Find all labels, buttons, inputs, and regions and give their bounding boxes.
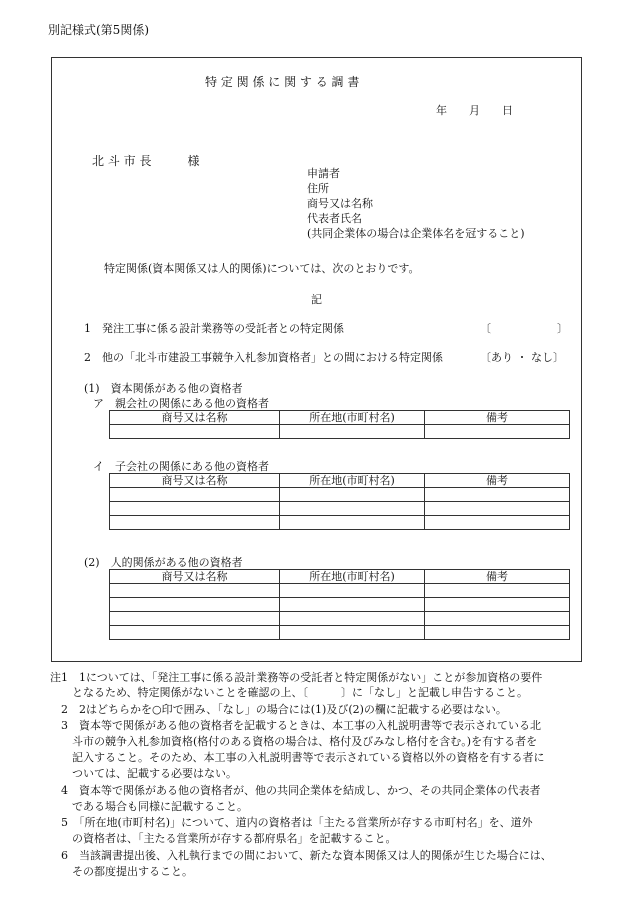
remarks-cell[interactable] <box>425 598 570 612</box>
note-line: 3 資本等で関係がある他の資格者を記載するときは、本工事の入札説明書等で表示されている北 <box>50 719 541 732</box>
company-name-cell[interactable] <box>110 425 280 439</box>
remarks-cell[interactable] <box>425 516 570 530</box>
table-row[interactable] <box>110 598 570 612</box>
remarks-cell[interactable] <box>425 612 570 626</box>
location-cell[interactable] <box>280 612 425 626</box>
table-row[interactable] <box>110 584 570 598</box>
note-line: ついては、記載する必要はない。 <box>50 767 237 780</box>
table-header-row <box>110 411 570 425</box>
col-company-name: 商号又は名称 <box>110 474 280 488</box>
remarks-cell[interactable] <box>425 488 570 502</box>
company-name-cell[interactable] <box>110 502 280 516</box>
remarks-cell[interactable] <box>425 626 570 640</box>
intro-text: 特定関係(資本関係又は人的関係)については、次のとおりです。 <box>104 262 420 275</box>
item2-text: 2 他の「北斗市建設工事競争入札参加資格者」との間における特定関係 <box>84 351 443 364</box>
applicant-block <box>307 166 525 241</box>
col-location: 所在地(市町村名) <box>280 570 425 584</box>
section2-heading: (2) 人的関係がある他の資格者 <box>84 556 243 569</box>
location-cell[interactable] <box>280 598 425 612</box>
company-name-cell[interactable] <box>110 626 280 640</box>
note-line: である場合も同様に記載すること。 <box>50 800 248 813</box>
table-row[interactable] <box>110 612 570 626</box>
company-name-cell[interactable] <box>110 612 280 626</box>
note-line: 6 当該調書提出後、入札執行までの間において、新たな資本関係又は人的関係が生じた場合には、 <box>50 849 552 862</box>
date-line: 年 月 日 <box>436 104 513 117</box>
address-label: 住所 <box>307 182 329 195</box>
remarks-cell[interactable] <box>425 584 570 598</box>
col-remarks: 備考 <box>425 411 570 425</box>
table-header-row <box>110 474 570 488</box>
note-line: その都度提出すること。 <box>50 865 193 878</box>
note-line: 記入すること。そのため、本工事の入札説明書等で表示されている資格以外の資格を有する者に <box>50 751 545 764</box>
location-cell[interactable] <box>280 584 425 598</box>
table-header-row <box>110 570 570 584</box>
location-cell[interactable] <box>280 488 425 502</box>
table-row[interactable] <box>110 488 570 502</box>
col-location: 所在地(市町村名) <box>280 474 425 488</box>
company-name-cell[interactable] <box>110 516 280 530</box>
table-row[interactable] <box>110 626 570 640</box>
col-company-name: 商号又は名称 <box>110 411 280 425</box>
company-name-cell[interactable] <box>110 598 280 612</box>
table-row[interactable] <box>110 425 570 439</box>
remarks-cell[interactable] <box>425 425 570 439</box>
form-title: 特 定 関 係 に 関 す る 調 書 <box>205 75 360 89</box>
table-row[interactable] <box>110 502 570 516</box>
location-cell[interactable] <box>280 516 425 530</box>
ki-heading: 記 <box>311 293 322 306</box>
company-name-cell[interactable] <box>110 488 280 502</box>
location-cell[interactable] <box>280 626 425 640</box>
note-line: となるため、特定関係がないことを確認の上、〔 〕に「なし」と記載し申告すること。 <box>50 686 529 699</box>
table-row[interactable] <box>110 516 570 530</box>
form-reference: 別記様式(第5関係) <box>48 23 149 37</box>
item1-text: 1 発注工事に係る設計業務等の受託者との特定関係 <box>84 322 344 335</box>
subsidiary-heading: イ 子会社の関係にある他の資格者 <box>93 460 269 473</box>
note-line: 斗市の競争入札参加資格(格付のある資格の場合は、格付及びみなし格付を含む。)を有する者を <box>50 735 538 748</box>
item2-bracket[interactable]: 〔あり ・ なし〕 <box>480 351 564 364</box>
col-remarks: 備考 <box>425 474 570 488</box>
company-name-cell[interactable] <box>110 584 280 598</box>
col-company-name: 商号又は名称 <box>110 570 280 584</box>
note-line: 2 2はどちらかを○印で囲み、「なし」の場合には(1)及び(2)の欄に記載する必要はない。 <box>50 703 507 716</box>
remarks-cell[interactable] <box>425 502 570 516</box>
personal-relation-table <box>109 569 570 640</box>
section1-heading: (1) 資本関係がある他の資格者 <box>84 382 243 395</box>
parent-company-table <box>109 410 570 439</box>
location-cell[interactable] <box>280 502 425 516</box>
note-line: の資格者は、「主たる営業所が存する都府県名」を記載すること。 <box>50 832 397 845</box>
note-line: 注1 1については、「発注工事に係る設計業務等の受託者と特定関係がない」ことが参加資格の要件 <box>50 671 543 684</box>
jv-note: (共同企業体の場合は企業体名を冠すること) <box>307 227 525 240</box>
note-line: 5 「所在地(市町村名)」について、道内の資格者は「主たる営業所が存する市町村名」を、道外 <box>50 816 533 829</box>
location-cell[interactable] <box>280 425 425 439</box>
col-remarks: 備考 <box>425 570 570 584</box>
note-line: 4 資本等で関係がある他の資格者が、他の共同企業体を結成し、かつ、その共同企業体の代表者 <box>50 784 541 797</box>
parent-company-heading: ア 親会社の関係にある他の資格者 <box>93 397 269 410</box>
applicant-label: 申請者 <box>307 167 340 180</box>
subsidiary-table <box>109 473 570 530</box>
addressee: 北 斗 市 長 様 <box>92 154 200 168</box>
company-name-label: 商号又は名称 <box>307 197 373 210</box>
representative-label: 代表者氏名 <box>307 212 362 225</box>
item1-bracket[interactable]: 〔 〕 <box>480 322 568 335</box>
col-location: 所在地(市町村名) <box>280 411 425 425</box>
